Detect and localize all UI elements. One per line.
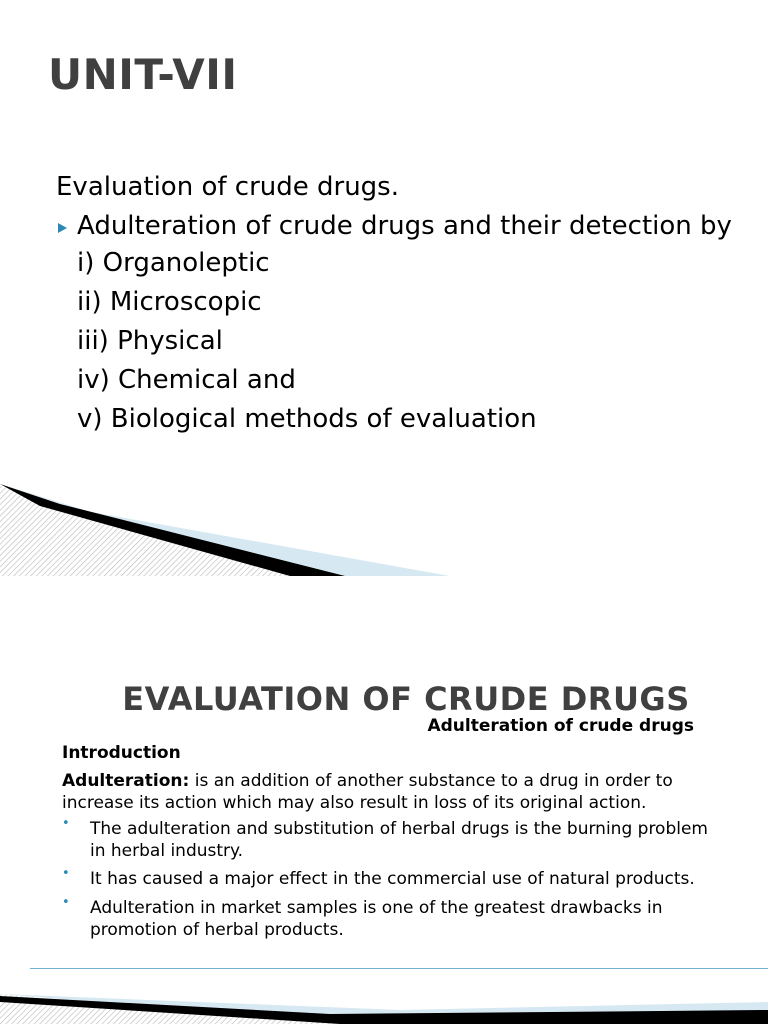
definition-term: Adulteration:	[62, 771, 190, 792]
slide-1-body	[56, 168, 746, 439]
method-item: ii) Microscopic	[77, 287, 262, 318]
slide-1-title: UNIT-VII	[48, 50, 238, 99]
slide-2-swoosh-decoration	[0, 984, 768, 1024]
slide-1-swoosh-decoration	[0, 476, 768, 576]
bullet-dot-icon: •	[62, 894, 70, 910]
list-item	[62, 894, 712, 941]
method-item: iii) Physical	[77, 326, 223, 357]
bullet-dot-icon: •	[62, 816, 70, 832]
section-heading: Introduction	[62, 743, 181, 763]
method-item: iv) Chemical and	[77, 365, 296, 396]
list-item	[62, 818, 712, 862]
list-item-text: The adulteration and substitution of herbal drugs is the burning problem in herbal industry.	[90, 819, 708, 862]
definition-text: is an addition of another substance to a drug in order to increase its action which may also result in loss of its original action.	[62, 771, 673, 814]
slide-1-bullet	[56, 209, 746, 244]
list-item-text: It has caused a major effect in the commercial use of natural products.	[90, 869, 695, 890]
slide-1-bullet-text: Adulteration of crude drugs and their detection by	[77, 211, 732, 241]
definition-paragraph	[62, 770, 712, 814]
divider-line	[30, 968, 768, 969]
method-item: i) Organoleptic	[77, 248, 270, 279]
list-item	[62, 868, 712, 890]
method-item: v) Biological methods of evaluation	[77, 404, 537, 435]
list-item-text: Adulteration in market samples is one of the greatest drawbacks in promotion of herbal products.	[90, 897, 663, 940]
bullet-dot-icon: •	[62, 866, 70, 882]
slide-1-intro: Evaluation of crude drugs.	[56, 172, 399, 202]
slide-2-title: EVALUATION OF CRUDE DRUGS	[122, 680, 690, 718]
slide-2-body	[62, 742, 712, 947]
slide-2-subtitle: Adulteration of crude drugs	[427, 716, 694, 736]
triangle-bullet-icon	[58, 223, 67, 233]
slide-2	[0, 588, 768, 1024]
